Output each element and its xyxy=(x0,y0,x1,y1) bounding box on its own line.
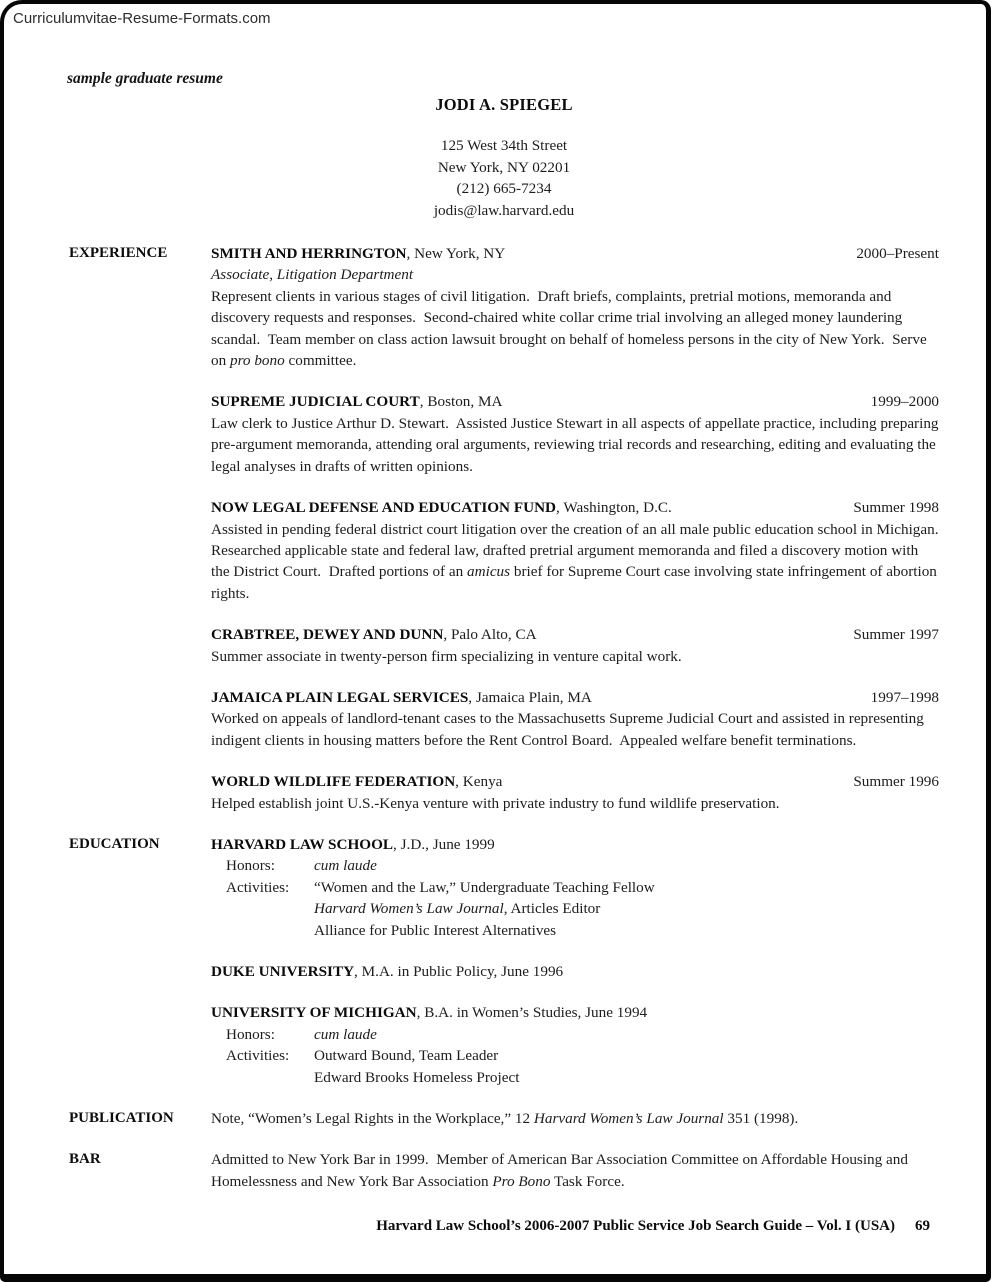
footer-page-number: 69 xyxy=(915,1218,930,1234)
honors-label: Honors: xyxy=(226,1025,275,1043)
school-name: DUKE UNIVERSITY xyxy=(211,963,355,980)
entry-organization: CRABTREE, DEWEY AND DUNN xyxy=(211,626,444,644)
entry-title xyxy=(211,391,502,412)
honors-row xyxy=(211,855,939,876)
experience-entry xyxy=(211,391,943,477)
footer xyxy=(376,1218,930,1235)
entry-head xyxy=(211,624,939,645)
publication-text: Note, “Women’s Legal Rights in the Workplace,” 12 Harvard Women’s Law Journal 351 (1998). xyxy=(211,1110,799,1128)
entry-head xyxy=(211,687,939,708)
phone-number: (212) 665-7234 xyxy=(456,180,552,198)
activities-label: Activities: xyxy=(226,1047,290,1065)
entry-head xyxy=(211,497,939,518)
address-line-city: New York, NY 02201 xyxy=(437,158,571,176)
activity-line: Edward Brooks Homeless Project xyxy=(314,1068,520,1086)
footer-source: Harvard Law School’s 2006-2007 Public Service Job Search Guide – Vol. I (USA) xyxy=(376,1218,895,1234)
entry-location: , Boston, MA xyxy=(419,393,503,411)
activity-line: “Women and the Law,” Undergraduate Teaching Fellow xyxy=(314,878,655,896)
publication-entry xyxy=(211,1108,939,1129)
section-label-education: EDUCATION xyxy=(69,835,160,852)
entry-organization: WORLD WILDLIFE FEDERATION xyxy=(211,773,456,791)
entry-title xyxy=(211,771,502,792)
activity-line: Outward Bound, Team Leader xyxy=(314,1047,499,1065)
activities-row xyxy=(211,877,939,898)
contact-header xyxy=(69,94,939,221)
experience-entry xyxy=(211,243,939,371)
entry-title xyxy=(211,834,939,855)
section-publication xyxy=(69,1108,939,1149)
activity-line: Harvard Women’s Law Journal, Articles Editor xyxy=(314,900,601,918)
experience-entry xyxy=(211,687,939,751)
entry-description: Assisted in pending federal district court litigation over the creation of an all male public education school in Michigan. Researched applicable state and federal law, drafted pretrial argument memoranda and filed a discovery motion with the District Court. Drafted portions of an amicus brief for Supreme Court case involving state infringement of abortion rights. xyxy=(211,520,947,602)
section-label-publication: PUBLICATION xyxy=(69,1110,174,1127)
entry-location: , Jamaica Plain, MA xyxy=(468,688,592,706)
watermark-text: Curriculumvitae-Resume-Formats.com xyxy=(13,10,271,27)
entry-description: Represent clients in various stages of civil litigation. Draft briefs, complaints, pretrial motions, memoranda and discovery requests and responses. Second-chaired white collar crime trial involving an alleged money laundering scandal. Team member on class action lawsuit brought on behalf of homeless persons in the city of New York. Serve on pro bono committee. xyxy=(211,287,931,370)
activities-row xyxy=(211,920,939,941)
honors-label: Honors: xyxy=(226,857,275,875)
section-bar xyxy=(69,1149,939,1212)
entry-organization: SUPREME JUDICIAL COURT xyxy=(211,393,420,411)
entry-description: Summer associate in twenty-person firm specializing in venture capital work. xyxy=(211,647,682,665)
honors-row xyxy=(211,1024,939,1045)
bar-entry xyxy=(211,1149,939,1192)
entry-location: , Washington, D.C. xyxy=(556,499,672,517)
entry-title xyxy=(211,687,592,708)
activities-row xyxy=(211,898,939,919)
honors-value: cum laude xyxy=(314,857,377,875)
degree-info: , M.A. in Public Policy, June 1996 xyxy=(354,963,564,980)
candidate-name: JODI A. SPIEGEL xyxy=(435,95,573,114)
resume-content xyxy=(69,94,947,1212)
activities-row xyxy=(211,1067,939,1088)
entry-location: , Palo Alto, CA xyxy=(443,626,537,644)
entry-date: 1997–1998 xyxy=(870,688,939,706)
entry-date: Summer 1996 xyxy=(853,773,939,791)
entry-date: Summer 1997 xyxy=(853,626,939,644)
entry-description: Worked on appeals of landlord-tenant cases to the Massachusetts Supreme Judicial Court and assisted in representing indigent clients in housing matters before the Rent Control Board. Appealed welfare benefit terminations. xyxy=(211,710,928,749)
entry-title xyxy=(211,243,505,264)
entry-head xyxy=(211,391,939,412)
school-name: HARVARD LAW SCHOOL xyxy=(211,835,394,853)
entry-date: 2000–Present xyxy=(856,245,939,263)
section-label-experience: EXPERIENCE xyxy=(69,245,168,262)
honors-value: cum laude xyxy=(314,1025,377,1043)
activity-line: Alliance for Public Interest Alternatives xyxy=(314,921,557,939)
degree-info: , J.D., June 1999 xyxy=(393,835,495,853)
school-name: UNIVERSITY OF MICHIGAN xyxy=(211,1004,417,1022)
education-entry xyxy=(211,834,939,941)
education-body xyxy=(211,834,939,1108)
entry-location: , New York, NY xyxy=(406,245,506,263)
education-entry xyxy=(211,961,939,982)
experience-entry xyxy=(211,497,947,604)
entry-title xyxy=(211,624,537,645)
entry-head xyxy=(211,771,939,792)
entry-date: Summer 1998 xyxy=(853,499,939,517)
entry-description: Law clerk to Justice Arthur D. Stewart. Assisted Justice Stewart in all aspects of appellate practice, including preparing pre-argument memoranda, attending oral arguments, reviewing trial records and researching, editing and evaluating the legal analyses in drafts of written opinions. xyxy=(211,414,943,475)
entry-title xyxy=(211,1002,939,1023)
address-line-street: 125 West 34th Street xyxy=(440,137,568,155)
entry-head xyxy=(211,243,939,264)
email-address: jodis@law.harvard.edu xyxy=(433,201,575,219)
experience-entry xyxy=(211,624,939,667)
entry-description: Helped establish joint U.S.-Kenya venture with private industry to fund wildlife preservation. xyxy=(211,794,780,812)
section-label-bar: BAR xyxy=(69,1151,101,1168)
bar-text: Admitted to New York Bar in 1999. Member of American Bar Association Committee on Affordable Housing and Homelessness and New York Bar Association Pro Bono Task Force. xyxy=(211,1151,912,1190)
experience-entry xyxy=(211,771,939,814)
entry-title xyxy=(211,961,939,982)
section-experience xyxy=(69,243,947,834)
degree-info: , B.A. in Women’s Studies, June 1994 xyxy=(416,1004,648,1022)
entry-organization: SMITH AND HERRINGTON xyxy=(211,245,407,263)
bar-body xyxy=(211,1149,939,1212)
section-education xyxy=(69,834,939,1108)
document-type-label: sample graduate resume xyxy=(67,70,223,87)
entry-location: , Kenya xyxy=(455,773,503,791)
entry-role: Associate, Litigation Department xyxy=(211,266,414,284)
entry-date: 1999–2000 xyxy=(870,393,939,411)
publication-body xyxy=(211,1108,939,1149)
activities-label: Activities: xyxy=(226,878,290,896)
entry-organization: JAMAICA PLAIN LEGAL SERVICES xyxy=(211,688,469,706)
entry-title xyxy=(211,497,672,518)
experience-body xyxy=(211,243,947,834)
education-entry xyxy=(211,1002,939,1088)
address-block xyxy=(69,135,939,221)
entry-organization: NOW LEGAL DEFENSE AND EDUCATION FUND xyxy=(211,499,557,517)
activities-row xyxy=(211,1045,939,1066)
